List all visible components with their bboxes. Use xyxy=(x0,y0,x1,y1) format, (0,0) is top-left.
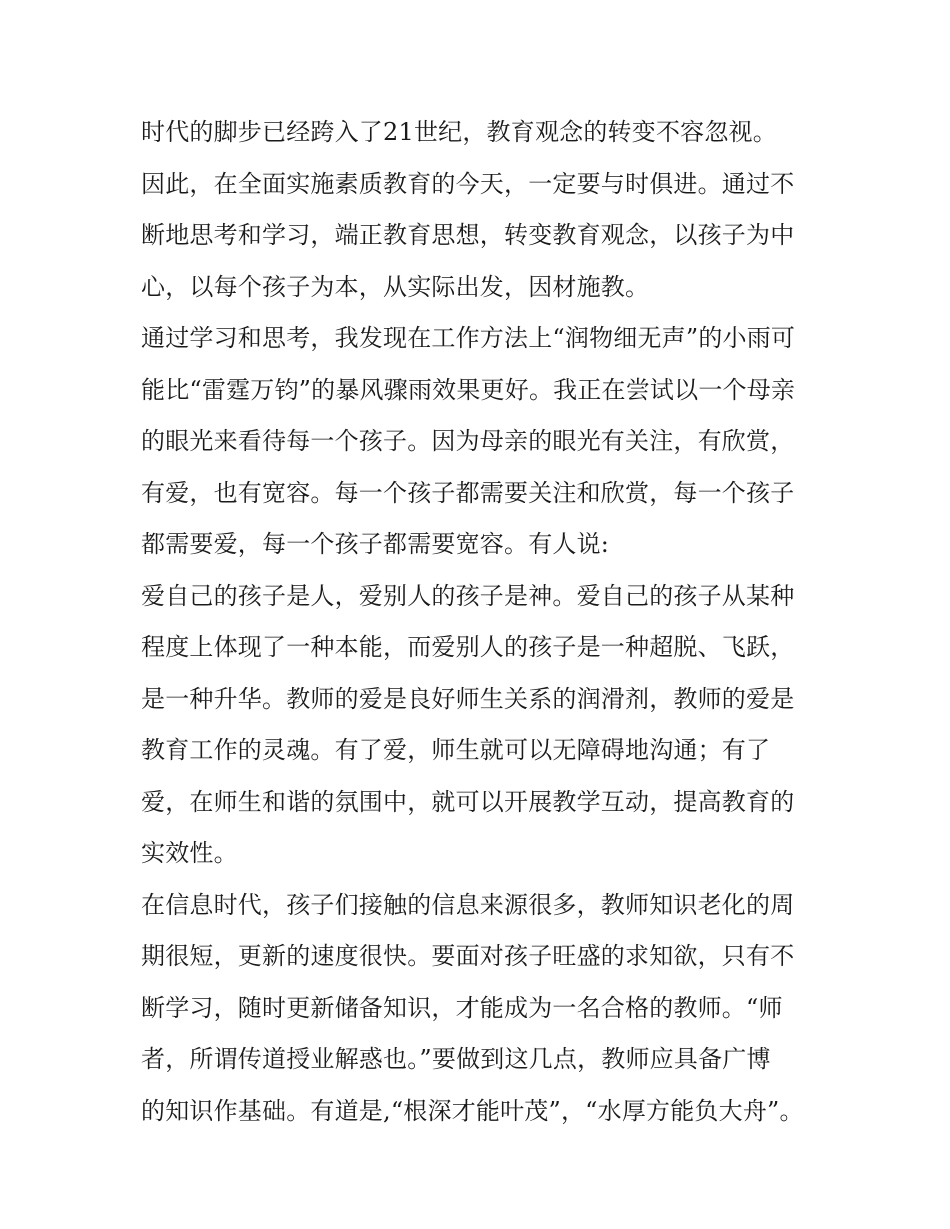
text-line-15: 实效性。 xyxy=(141,839,238,867)
text-line-12: 是一种升华。教师的爱是良好师生关系的润滑剂，教师的爱是 xyxy=(141,684,795,713)
text-line-6: 能比“雷霆万钧”的暴风骤雨效果更好。我正在尝试以一个母亲 xyxy=(141,375,796,404)
text-line-19: 者，所谓传道授业解惑也。”要做到这几点，教师应具备广博 xyxy=(141,1045,771,1073)
text-line-17: 期很短，更新的速度很快。要面对孩子旺盛的求知欲，只有不 xyxy=(141,942,795,970)
text-line-7: 的眼光来看待每一个孩子。因为母亲的眼光有关注，有欣赏， xyxy=(141,427,795,455)
text-line-1: 时代的脚步已经跨入了21世纪，教育观念的转变不容忽视。 xyxy=(141,118,777,146)
text-line-4: 心，以每个孩子为本，从实际出发，因材施教。 xyxy=(141,272,650,301)
text-line-8: 有爱，也有宽容。每一个孩子都需要关注和欣赏，每一个孩子 xyxy=(141,478,795,507)
text-line-5: 通过学习和思考，我发现在工作方法上“润物细无声”的小雨可 xyxy=(141,324,796,352)
text-line-3: 断地思考和学习，端正教育思想，转变教育观念，以孩子为中 xyxy=(141,221,795,249)
document-body xyxy=(141,107,821,1137)
text-line-11: 程度上体现了一种本能，而爱别人的孩子是一种超脱、飞跃， xyxy=(141,633,795,661)
text-line-10: 爱自己的孩子是人，爱别人的孩子是神。爱自己的孩子从某种 xyxy=(141,581,795,610)
text-line-20: 的知识作基础。有道是,“根深才能叶茂”，“水厚方能负大舟”。 xyxy=(141,1096,804,1125)
text-line-14: 爱，在师生和谐的氛围中，就可以开展教学互动，提高教育的 xyxy=(141,787,795,816)
text-line-16: 在信息时代，孩子们接触的信息来源很多，教师知识老化的周 xyxy=(141,890,795,919)
text-line-13: 教育工作的灵魂。有了爱，师生就可以无障碍地沟通；有了 xyxy=(141,736,771,764)
text-line-9: 都需要爱，每一个孩子都需要宽容。有人说: xyxy=(141,530,610,558)
text-line-2: 因此，在全面实施素质教育的今天，一定要与时俱进。通过不 xyxy=(141,169,795,198)
text-line-18: 断学习，随时更新储备知识，才能成为一名合格的教师。“师 xyxy=(141,993,783,1022)
